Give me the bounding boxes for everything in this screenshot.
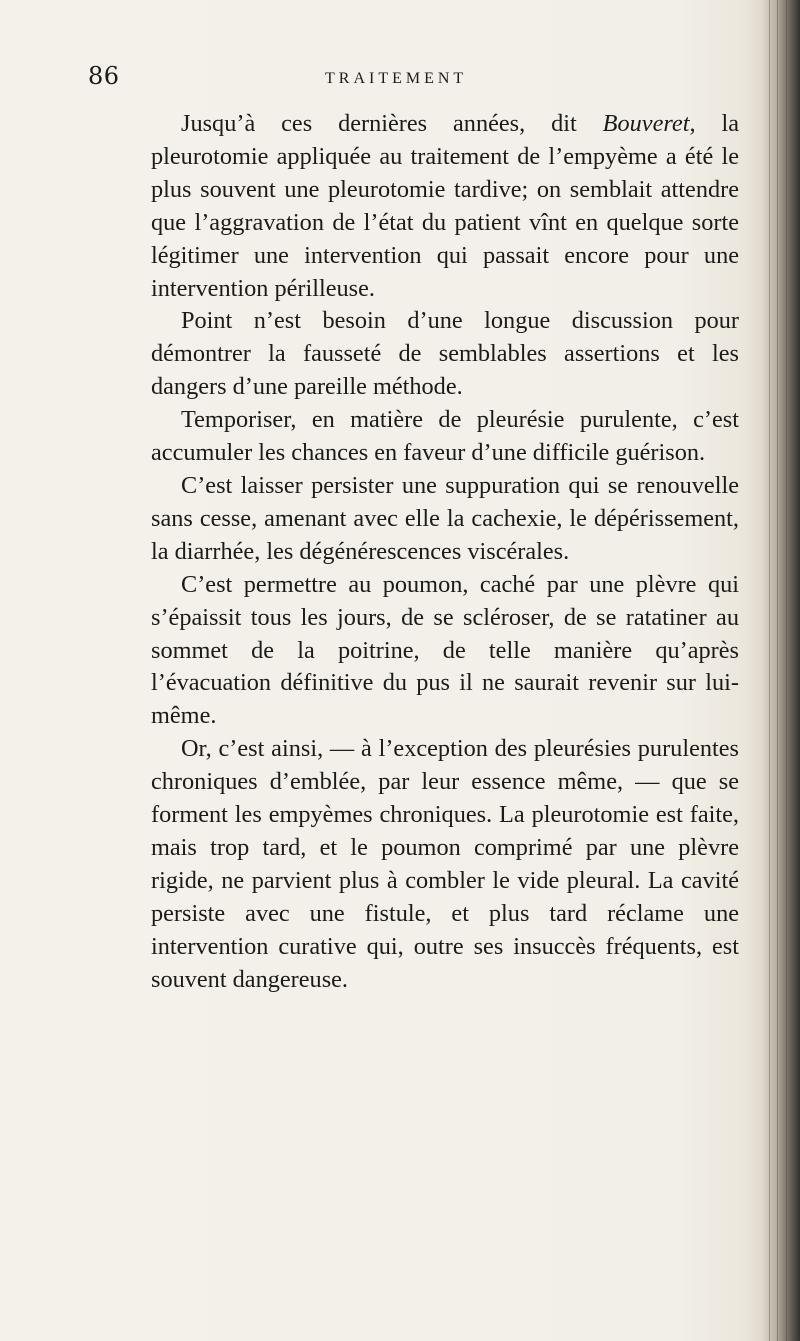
paragraph: Point n’est besoin d’une longue discussion pour démontrer la fausseté de semblables assertions et les dangers d’une pareille méthode.	[151, 307, 739, 401]
paragraph: C’est laisser persister une suppuration qui se renouvelle sans cesse, amenant avec elle la cachexie, le dépérissement, la diarrhée, les dégénérescences viscérales.	[151, 471, 739, 565]
paragraph: Or, c’est ainsi, — à l’exception des pleurésies purulentes chroniques d’emblée, par leur essence même, — que se forment les empyèmes chroniques. La pleurotomie est faite, mais trop tard, et le poumon comprimé par une plèvre rigide, ne parvient plus à combler le vide pleural. La cavité persiste avec une fistule, et plus tard réclame une intervention curative qui, outre ses insuccès fréquents, est souvent dangereuse.	[151, 735, 739, 993]
paragraph: Temporiser, en matière de pleurésie purulente, c’est accumuler les chances en faveur d’une difficile guérison.	[151, 406, 739, 467]
body-text	[151, 108, 739, 996]
binding-line	[777, 0, 778, 1341]
paragraph: C’est permettre au poumon, caché par une plèvre qui s’épaissit tous les jours, de se scléroser, de se ratatiner au sommet de la poitrine, de telle manière qu’après l’évacuation définitive du pus il ne saurait revenir sur lui-même.	[151, 570, 739, 730]
paragraph-text: Jusqu’à ces dernières années, dit	[181, 110, 603, 137]
binding-shadow	[762, 0, 800, 1341]
paragraph	[151, 108, 739, 305]
running-head: TRAITEMENT	[325, 70, 468, 87]
author-name: Bouveret	[602, 110, 690, 137]
page-number: 86	[88, 62, 120, 90]
binding-line	[769, 0, 770, 1341]
binding-line	[786, 0, 787, 1341]
paragraph-text: , la pleurotomie appliquée au traitement de l’empyème a été le plus souvent une pleurotomie tardive; on semblait attendre que l’aggravation de l’état du patient vînt en quelque sorte légitimer une intervention qui passait encore pour une intervention périlleuse.	[151, 110, 739, 302]
